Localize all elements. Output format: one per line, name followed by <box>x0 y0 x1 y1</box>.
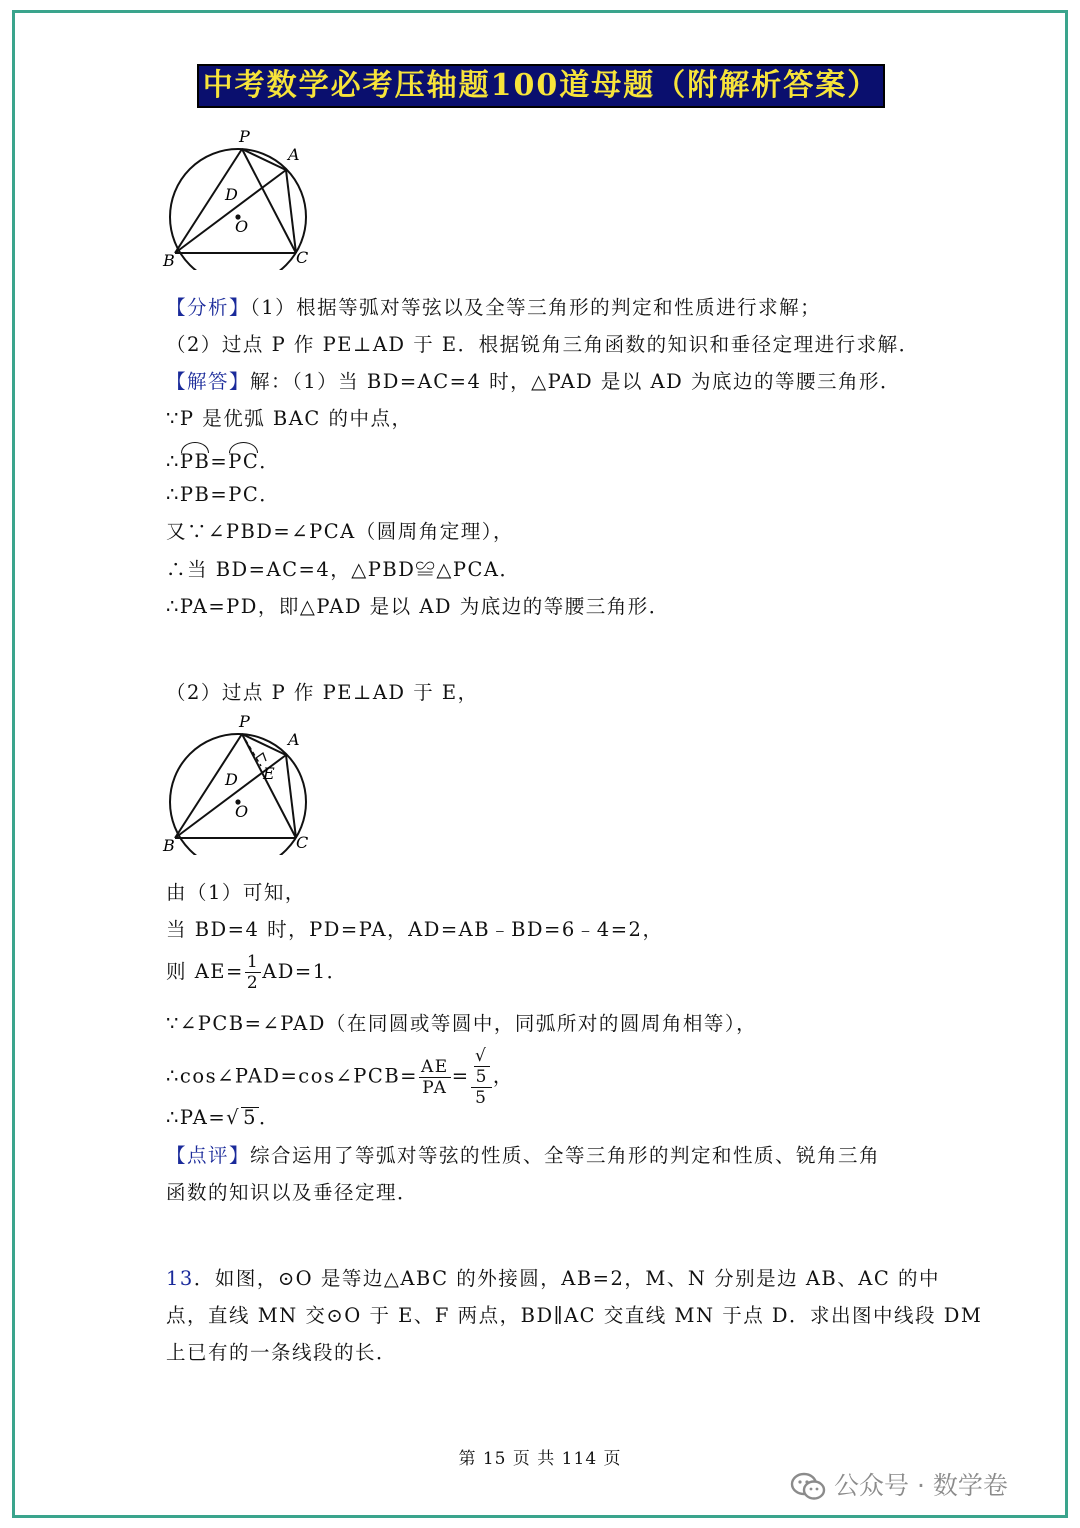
answer-tag: 【解答】 <box>166 370 251 393</box>
problem-13-line-3: 上已有的一条线段的长． <box>166 1341 398 1364</box>
problem-13-line-1: 13．如图，⊙O 是等边△ABC 的外接圆，AB=2，M、N 分别是边 AB、AC 的中 <box>166 1267 940 1290</box>
problem-13-line-2: 点，直线 MN 交⊙O 于 E、F 两点，BD∥AC 交直线 MN 于点 D．求出图中线段 DM <box>166 1304 983 1327</box>
page-footer: 第 15 页 共 114 页 <box>458 1449 622 1469</box>
answer-line-9: 由（1）可知， <box>166 881 306 904</box>
answer-line-1: 【解答】解：（1）当 BD=AC=4 时，△PAD 是以 AD 为底边的等腰三角形． <box>166 370 901 393</box>
analysis-tag: 【分析】 <box>166 296 251 319</box>
answer-line-12: ∵∠PCB=∠PAD（在同圆或等圆中，同弧所对的圆周角相等）， <box>166 1012 758 1035</box>
watermark-text: 公众号 · 数学卷 <box>834 1471 1008 1500</box>
fraction-ae-pa: $\frac{AE}{PA}$ <box>421 1056 449 1098</box>
answer-line-14: ∴PA=√ 5 ． <box>166 1106 281 1129</box>
label-o: O <box>235 802 249 821</box>
answer-line-11: 则 AE= $\frac{1}{2}$ AD=1． <box>166 952 348 993</box>
label-p: P <box>239 127 250 146</box>
problem-number: 13 <box>166 1267 194 1290</box>
comment-tag: 【点评】 <box>166 1144 251 1167</box>
watermark <box>790 1466 1060 1506</box>
label-a: A <box>288 145 300 164</box>
label-c: C <box>296 833 309 852</box>
label-o: O <box>235 217 249 236</box>
answer-line-13: ∴cos∠PAD=cos∠PCB= $\frac{AE}{PA}$ = √ 5 5 ， <box>166 1046 514 1108</box>
arc-pc: PC <box>228 442 259 476</box>
figure-2-circle-diagram <box>155 710 330 855</box>
answer-line-2: ∵P 是优弧 BAC 的中点， <box>166 407 413 430</box>
arc-pb: PB <box>180 442 210 476</box>
comment-line-1: 【点评】综合运用了等弧对等弦的性质、全等三角形的判定和性质、锐角三角 <box>166 1144 881 1167</box>
label-p: P <box>239 712 250 731</box>
label-b: B <box>163 836 175 855</box>
figure-1-circle-diagram <box>155 125 330 270</box>
answer-line-10: 当 BD=4 时，PD=PA，AD=AB﹣BD=6﹣4=2， <box>166 918 664 941</box>
label-a: A <box>288 730 300 749</box>
analysis-line-2: （2）过点 P 作 PE⊥AD 于 E．根据锐角三角函数的知识和垂径定理进行求解． <box>166 333 920 356</box>
label-c: C <box>296 248 309 267</box>
page-title: 中考数学必考压轴题100道母题（附解析答案） <box>197 64 885 108</box>
label-b: B <box>163 251 175 270</box>
answer-line-5: 又∵∠PBD=∠PCA（圆周角定理）， <box>166 520 514 543</box>
fraction-sqrt5-5: √ 5 5 <box>471 1046 492 1108</box>
comment-line-2: 函数的知识以及垂径定理． <box>166 1181 419 1204</box>
wechat-icon <box>790 1472 826 1502</box>
answer-line-6: ∴当 BD=AC=4，△PBD≌△PCA． <box>166 558 521 581</box>
label-e: E <box>263 764 275 783</box>
answer-line-7: ∴PA=PD，即△PAD 是以 AD 为底边的等腰三角形． <box>166 595 670 618</box>
answer-line-8: （2）过点 P 作 PE⊥AD 于 E， <box>166 681 479 704</box>
answer-line-4: ∴PB=PC． <box>166 483 281 506</box>
fraction-one-half: $\frac{1}{2}$ <box>246 952 260 993</box>
analysis-line-1: 【分析】（1）根据等弧对等弦以及全等三角形的判定和性质进行求解； <box>166 296 822 319</box>
label-d: D <box>225 185 238 204</box>
label-d: D <box>225 770 238 789</box>
answer-line-3: ∴PB=PC． <box>166 442 280 476</box>
